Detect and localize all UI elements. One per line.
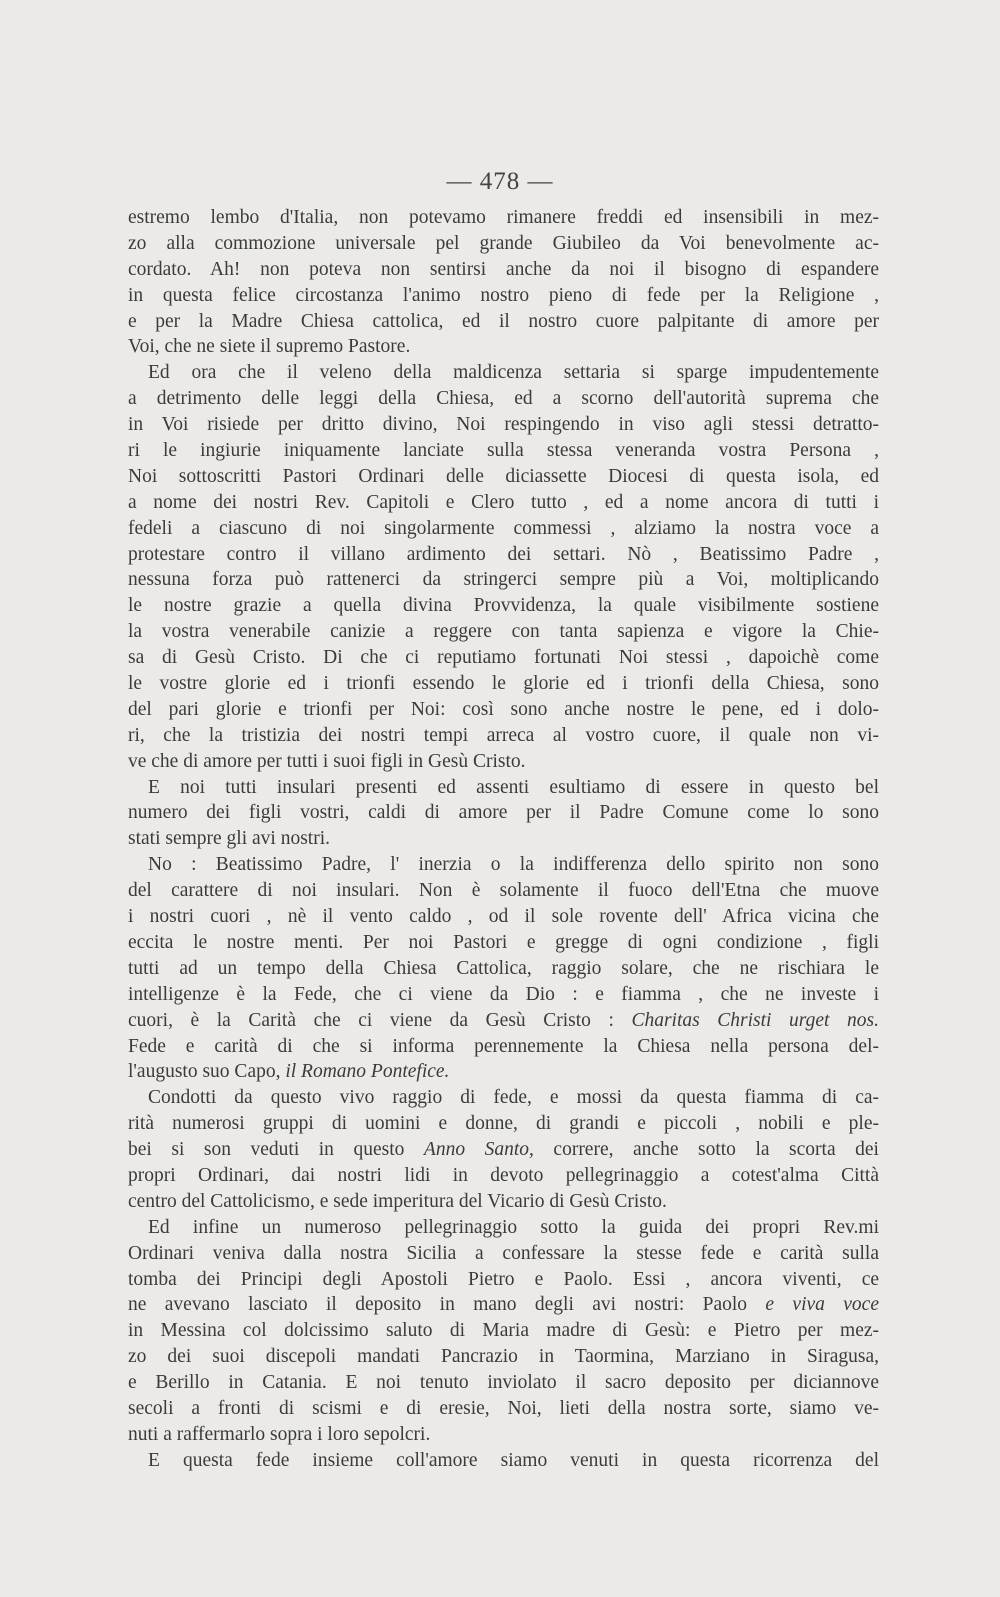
text-line-content: ne avevano lasciato il deposito in mano degli avi nostri: Paolo [128,1294,766,1316]
text-line [128,257,879,283]
text-line-content: nessuna forza può rattenerci da stringerci sempre più a Voi, moltiplicando [128,569,879,591]
text-line-content: secoli a fronti di scismi e di eresie, Noi, lieti della nostra sorte, siamo ve- [128,1397,879,1419]
text-line [128,800,879,826]
page-number: — 478 — [446,168,554,195]
text-line-content: protestare contro il villano ardimento dei settari. Nò , Beatissimo Padre , [128,543,879,565]
text-line-content: cordato. Ah! non poteva non sentirsi anche da noi il bisogno di espandere [128,258,879,280]
text-line [128,1396,879,1422]
text-line-content: correre, anche sotto la scorta dei [533,1139,879,1161]
text-line-content: a detrimento delle leggi della Chiesa, ed a scorno dell'autorità suprema che [128,388,879,410]
text-line-content: zo alla commozione universale pel grande Giubileo da Voi benevolmente ac- [128,232,879,254]
text-line [128,593,879,619]
text-line [128,852,879,878]
text-line-content: nuti a raffermarlo sopra i loro sepolcri. [128,1423,431,1445]
text-line [128,1318,879,1344]
text-line [128,749,879,775]
text-line-content: l'augusto suo Capo, [128,1061,286,1083]
text-line-content: intelligenze è la Fede, che ci viene da Dio : e fiamma , che ne investe i [128,983,879,1005]
text-line [128,1344,879,1370]
text-line-content: del pari glorie e trionfi per Noi: così sono anche nostre le pene, ed i dolo- [128,698,879,720]
italic-text: Anno Santo, [423,1139,534,1161]
text-line-content: ve che di amore per tutti i suoi figli in Gesù Cristo. [128,750,526,772]
text-line-content: cuori, è la Carità che ci viene da Gesù Cristo : [128,1009,632,1031]
text-line-content: E noi tutti insulari presenti ed assenti esultiamo di essere in questo bel [148,776,879,798]
text-line [128,412,879,438]
text-line-content: tomba dei Principi degli Apostoli Pietro e Paolo. Essi , ancora viventi, ce [128,1268,879,1290]
text-line-content: e Berillo in Catania. E noi tenuto inviolato il sacro deposito per diciannove [128,1372,879,1394]
text-line-content: Ordinari veniva dalla nostra Sicilia a confessare la stesse fede e carità sulla [128,1242,879,1264]
text-line [128,1137,879,1163]
text-line [128,1448,879,1474]
text-line-content: stati sempre gli avi nostri. [128,828,331,850]
text-line [128,516,879,542]
text-line [128,567,879,593]
text-line [128,283,879,309]
text-line [128,775,879,801]
text-line-content: la vostra venerabile canizie a reggere con tanta sapienza e vigore la Chie- [128,621,879,643]
text-line [128,1008,879,1034]
text-line [128,386,879,412]
text-line [128,1292,879,1318]
text-line-content: del carattere di noi insulari. Non è solamente il fuoco dell'Etna che muove [128,880,879,902]
text-line [128,542,879,568]
text-line [128,982,879,1008]
text-line [128,1422,879,1448]
text-line-content: ri le ingiurie iniquamente lanciate sulla stessa veneranda vostra Persona , [128,440,879,462]
text-line-content: rità numerosi gruppi di uomini e donne, di grandi e piccoli , nobili e ple- [128,1113,879,1135]
text-line-content: No : Beatissimo Padre, l' inerzia o la indifferenza dello spirito non sono [148,854,879,876]
text-line [128,438,879,464]
text-line [128,930,879,956]
text-line [128,619,879,645]
italic-text: il Romano Pontefice. [285,1061,450,1083]
text-line [128,464,879,490]
text-line [128,723,879,749]
text-line [128,309,879,335]
text-line [128,1085,879,1111]
text-line-content: estremo lembo d'Italia, non potevamo rimanere freddi ed insensibili in mez- [128,207,879,228]
text-line [128,360,879,386]
text-line-content: Fede e carità di che si informa perennemente la Chiesa nella persona del- [128,1035,879,1057]
text-line-content: tutti ad un tempo della Chiesa Cattolica, raggio solare, che ne rischiara le [128,957,879,979]
text-line [128,1370,879,1396]
text-line [128,334,879,360]
text-line [128,697,879,723]
text-line-content: in questa felice circostanza l'animo nostro pieno di fede per la Religione , [128,284,879,306]
text-line [128,904,879,930]
text-line-content: in Voi risiede per dritto divino, Noi respingendo in viso agli stessi detratto- [128,414,879,436]
text-line [128,1215,879,1241]
text-line-content: a nome dei nostri Rev. Capitoli e Clero tutto , ed a nome ancora di tutti i [128,491,879,513]
text-line-content: Voi, che ne siete il supremo Pastore. [128,336,411,358]
text-line [128,1163,879,1189]
text-line-content: propri Ordinari, dai nostri lidi in devoto pellegrinaggio a cotest'alma Città [128,1164,879,1186]
text-line-content: E questa fede insieme coll'amore siamo venuti in questa ricorrenza del [148,1449,879,1471]
text-line-content: centro del Cattolicismo, e sede imperitura del Vicario di Gesù Cristo. [128,1190,667,1212]
italic-text: e viva voce [765,1294,879,1316]
text-line [128,956,879,982]
text-line-content: le nostre grazie a quella divina Provvidenza, la quale visibilmente sostiene [128,595,879,617]
text-line [128,826,879,852]
text-line-content: ri, che la tristizia dei nostri tempi arreca al vostro cuore, il quale non vi- [128,724,879,746]
italic-text: Charitas Christi urget nos. [631,1009,879,1031]
text-line-content: in Messina col dolcissimo saluto di Maria madre di Gesù: e Pietro per mez- [128,1320,879,1342]
text-line [128,671,879,697]
text-line [128,1059,879,1085]
text-line-content: sa di Gesù Cristo. Di che ci reputiamo fortunati Noi stessi , dapoichè come [128,647,879,669]
text-line-content: bei si son veduti in questo [128,1139,424,1161]
text-line-content: le vostre glorie ed i trionfi essendo le glorie ed i trionfi della Chiesa, sono [128,673,879,695]
text-line [128,231,879,257]
body-text [128,205,879,1474]
text-line-content: Noi sottoscritti Pastori Ordinari delle diciassette Diocesi di questa isola, ed [128,465,879,487]
text-line-content: zo dei suoi discepoli mandati Pancrazio in Taormina, Marziano in Siragusa, [128,1346,879,1368]
text-line [128,1241,879,1267]
text-line [128,490,879,516]
text-line [128,1111,879,1137]
text-line-content: Ed infine un numeroso pellegrinaggio sotto la guida dei propri Rev.mi [148,1216,879,1238]
text-line [128,1189,879,1215]
text-line [128,1267,879,1293]
text-line [128,205,879,231]
text-line-content: Ed ora che il veleno della maldicenza settaria si sparge impudentemente [148,362,879,384]
text-line-content: eccita le nostre menti. Per noi Pastori e gregge di ogni condizione , figli [128,931,879,953]
text-line-content: fedeli a ciascuno di noi singolarmente commessi , alziamo la nostra voce a [128,517,879,539]
text-line-content: i nostri cuori , nè il vento caldo , od il sole rovente dell' Africa vicina che [128,906,879,928]
text-line-content: numero dei figli vostri, caldi di amore per il Padre Comune come lo sono [128,802,879,824]
text-line [128,645,879,671]
text-line [128,878,879,904]
text-line [128,1034,879,1060]
text-line-content: Condotti da questo vivo raggio di fede, e mossi da questa fiamma di ca- [148,1087,879,1109]
text-line-content: e per la Madre Chiesa cattolica, ed il nostro cuore palpitante di amore per [128,310,879,332]
